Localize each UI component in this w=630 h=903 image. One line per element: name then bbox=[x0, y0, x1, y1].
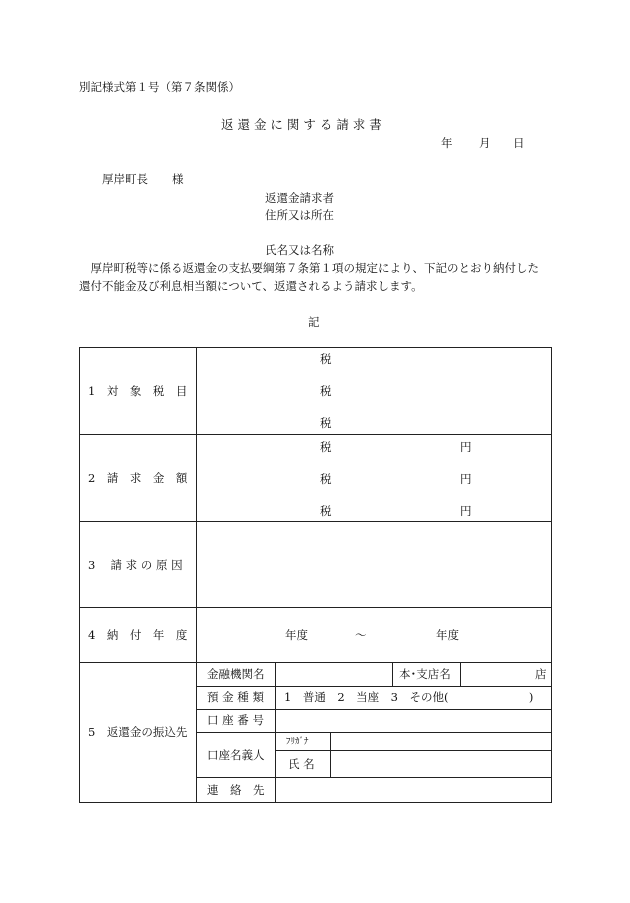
requester-address: 住所又は所在 bbox=[265, 208, 334, 222]
row2-tax-2: 税 bbox=[320, 472, 332, 486]
row2-tax-1: 税 bbox=[320, 440, 332, 454]
row2-yen-2: 円 bbox=[460, 472, 472, 486]
row4-nendo-end: 年度 bbox=[436, 628, 459, 642]
holder-name-label: 氏 名 bbox=[288, 757, 315, 771]
account-number-label: 口 座 番 号 bbox=[207, 713, 264, 727]
branch-suffix: 店 bbox=[535, 667, 547, 681]
addressee-name: 厚岸町長 bbox=[102, 172, 148, 186]
date-day: 日 bbox=[513, 136, 525, 150]
bank-name-label: 金融機関名 bbox=[207, 667, 265, 681]
body-line-2: 還付不能金及び利息相当額について、返還されるよう請求します。 bbox=[79, 279, 423, 293]
row4-tilde: ～ bbox=[355, 628, 367, 642]
row3-label: 3 請 求 の 原 因 bbox=[88, 558, 183, 572]
row1-tax-2: 税 bbox=[320, 384, 332, 398]
furigana-label: ﾌﾘｶﾞﾅ bbox=[286, 737, 309, 747]
deposit-type-options: 1 普通 2 当座 3 その他( ) bbox=[284, 690, 534, 704]
requester-name: 氏名又は名称 bbox=[265, 243, 334, 257]
row1-label: 1 対 象 税 目 bbox=[88, 384, 188, 398]
row2-tax-3: 税 bbox=[320, 504, 332, 518]
body-line-1: 厚岸町税等に係る返還金の支払要綱第７条第１項の規定により、下記のとおり納付した bbox=[79, 261, 539, 275]
deposit-type-label: 預 金 種 類 bbox=[207, 690, 264, 704]
document-title: 返 還 金 に 関 す る 請 求 書 bbox=[221, 117, 382, 132]
addressee-honorific: 様 bbox=[172, 172, 184, 186]
row2-yen-3: 円 bbox=[460, 504, 472, 518]
row4-nendo-start: 年度 bbox=[285, 628, 308, 642]
account-holder-label: 口座名義人 bbox=[207, 748, 265, 762]
ki-heading: 記 bbox=[308, 315, 320, 329]
date-year: 年 bbox=[441, 136, 453, 150]
row2-label: 2 請 求 金 額 bbox=[88, 471, 188, 485]
form-number: 別記様式第１号（第７条関係） bbox=[79, 80, 240, 94]
row2-yen-1: 円 bbox=[460, 440, 472, 454]
row4-label: 4 納 付 年 度 bbox=[88, 628, 188, 642]
row1-tax-1: 税 bbox=[320, 352, 332, 366]
contact-label: 連 絡 先 bbox=[207, 783, 265, 797]
branch-label: 本･支店名 bbox=[399, 667, 451, 681]
requester-label: 返還金請求者 bbox=[265, 191, 334, 205]
date-month: 月 bbox=[479, 136, 491, 150]
row1-tax-3: 税 bbox=[320, 416, 332, 430]
row5-label: 5 返還金の振込先 bbox=[88, 725, 188, 739]
